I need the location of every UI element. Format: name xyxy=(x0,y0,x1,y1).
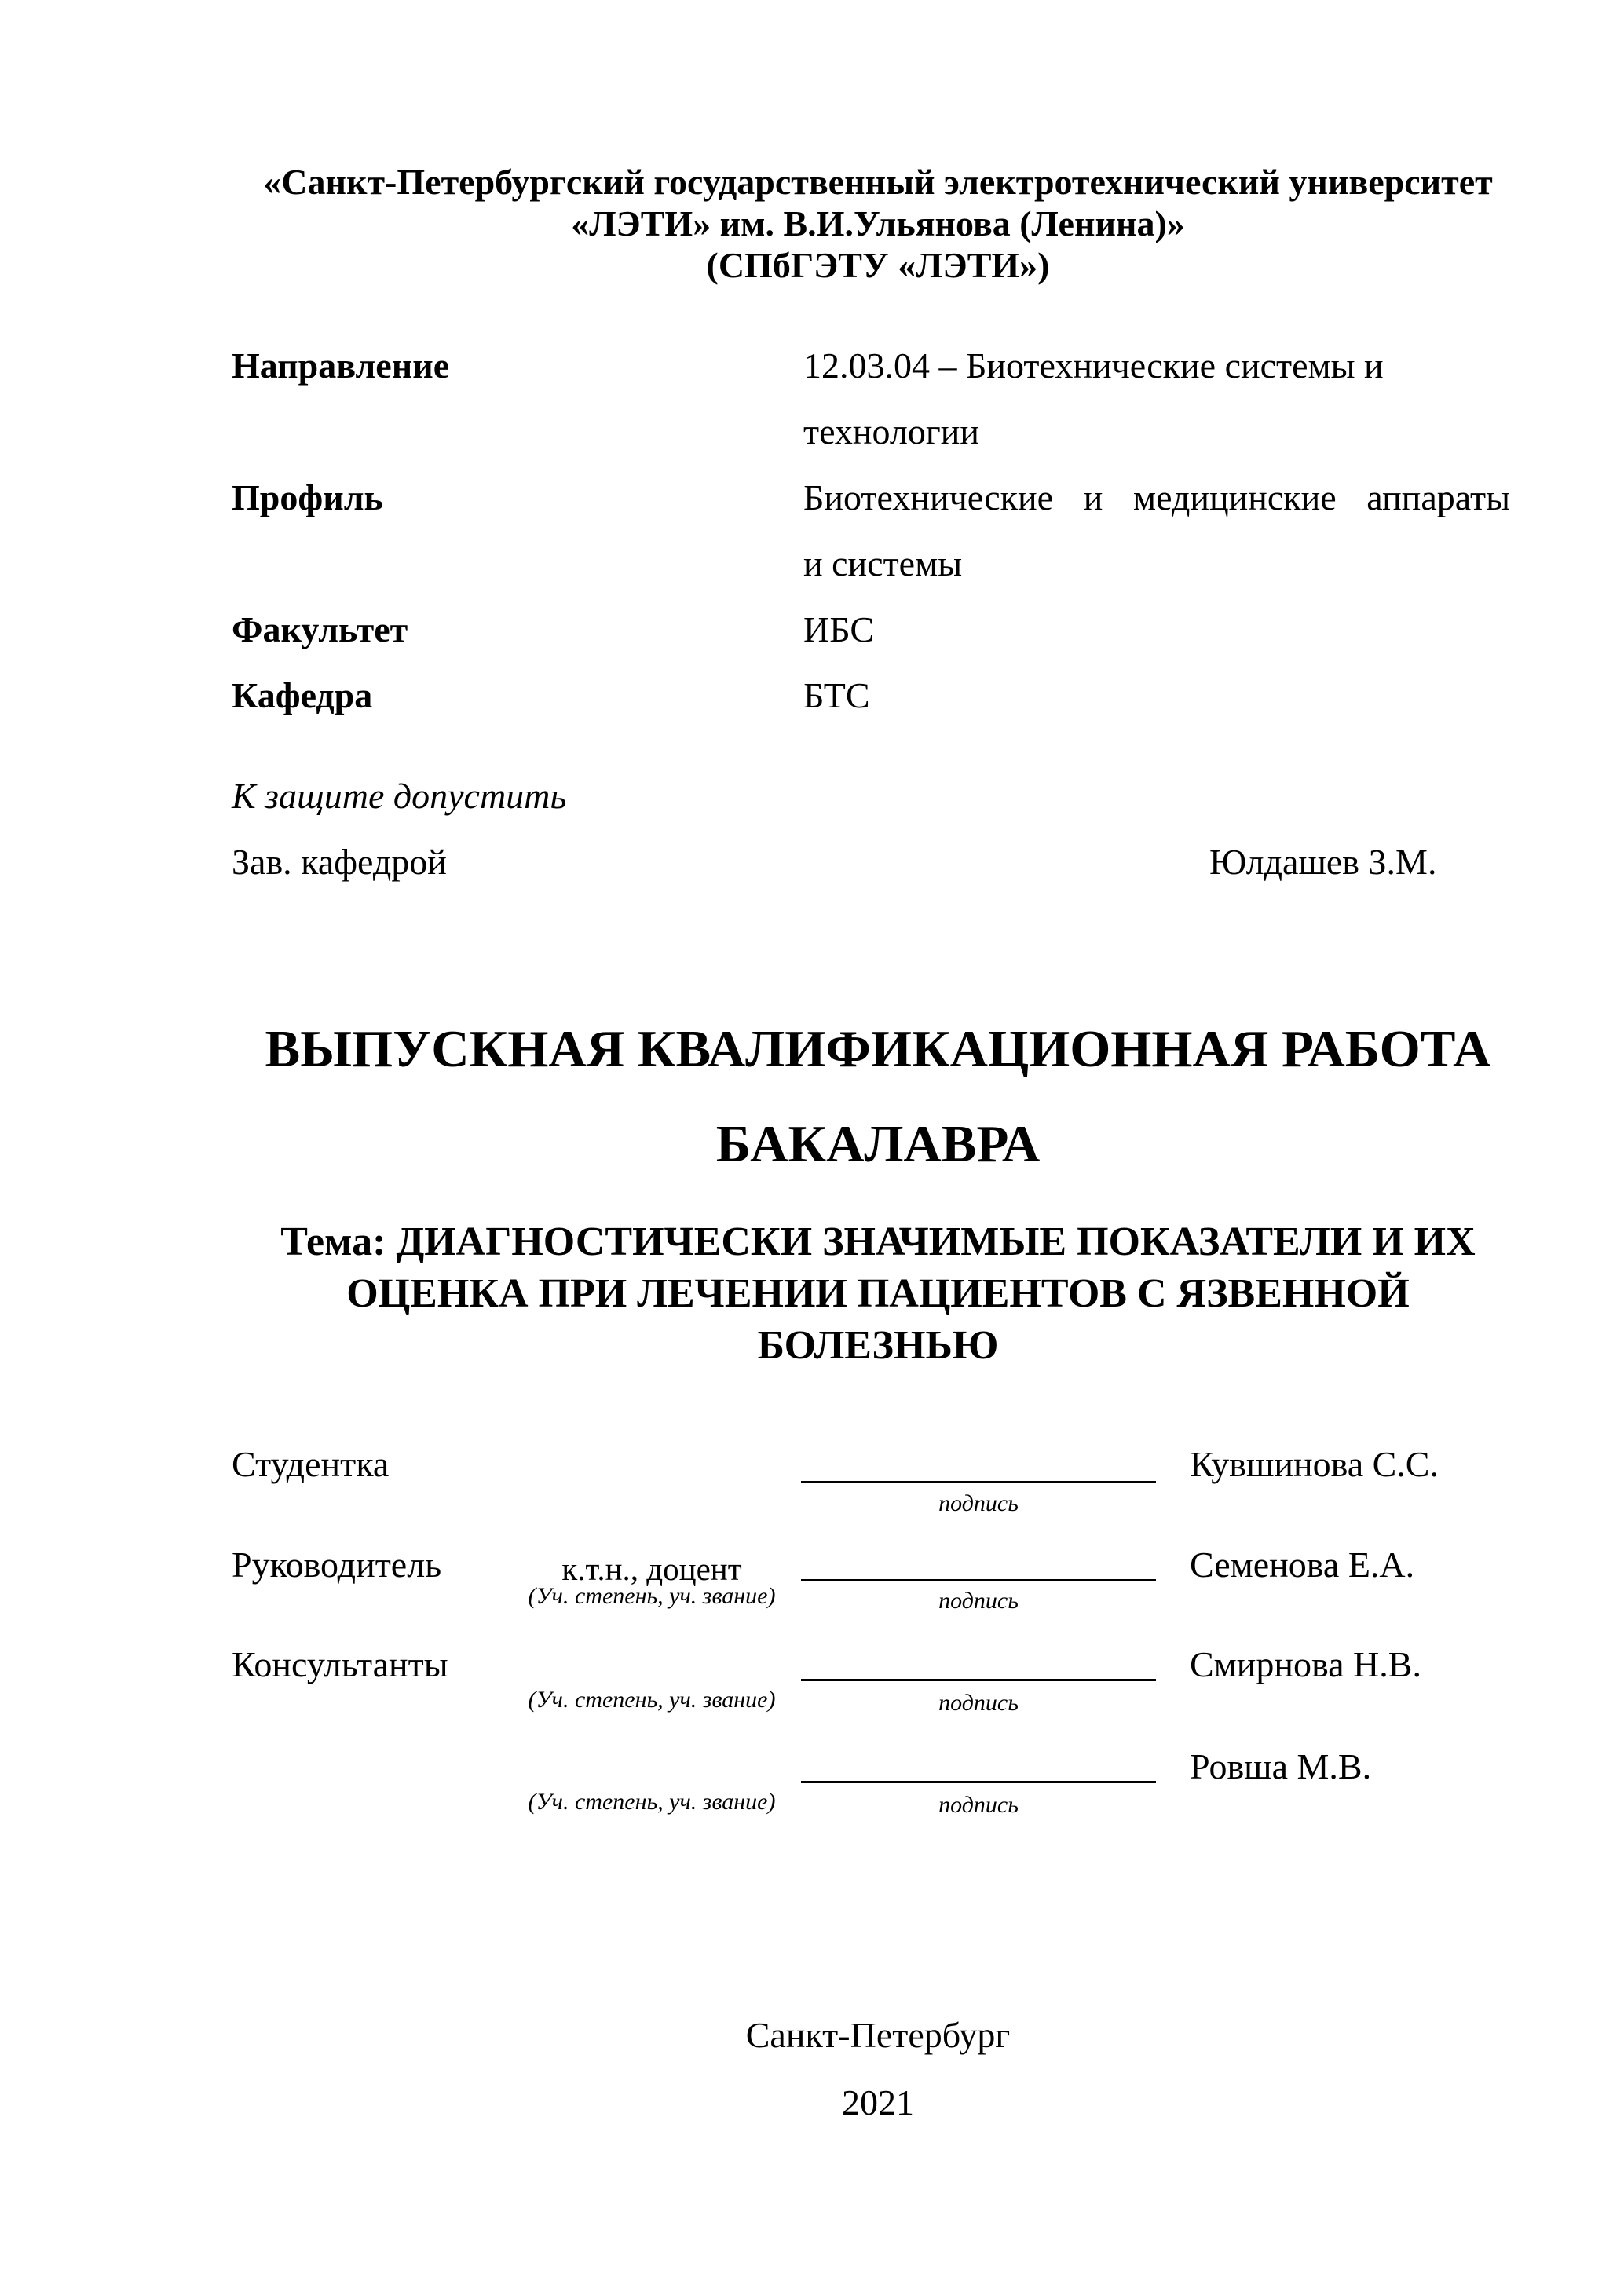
signature-line-consultant1 xyxy=(801,1679,1156,1681)
university-name-line2: «ЛЭТИ» им. В.И.Ульянова (Ленина)» xyxy=(571,203,1185,243)
faculty-label: Факультет xyxy=(232,609,408,649)
theme-line2: ОЦЕНКА ПРИ ЛЕЧЕНИИ ПАЦИЕНТОВ С ЯЗВЕННОЙ БОЛЕЗНЬЮ xyxy=(346,1271,1410,1368)
supervisor-degree-hint: (Уч. степень, уч. звание) xyxy=(528,1583,776,1609)
faculty-value: ИБС xyxy=(803,609,875,649)
theme-title xyxy=(232,1216,1524,1372)
university-header xyxy=(232,161,1524,286)
admission-block xyxy=(232,763,1524,895)
department-head-label: Зав. кафедрой xyxy=(232,842,447,882)
signature-hint-supervisor: подпись xyxy=(938,1588,1019,1614)
direction-row xyxy=(232,333,1524,465)
faculty-row xyxy=(232,597,1524,663)
signature-line-student xyxy=(801,1481,1156,1483)
signature-line-supervisor xyxy=(801,1579,1156,1581)
direction-value xyxy=(803,333,1510,465)
profile-row xyxy=(232,465,1524,597)
consultant2-degree-hint: (Уч. степень, уч. звание) xyxy=(528,1789,776,1815)
signature-role-consultants: Консультанты xyxy=(232,1644,448,1684)
department-value: БТС xyxy=(803,675,870,715)
direction-value-line1: 12.03.04 – Биотехнические системы и xyxy=(803,345,1384,386)
direction-label: Направление xyxy=(232,345,450,386)
theme-line1: Тема: ДИАГНОСТИЧЕСКИ ЗНАЧИМЫЕ ПОКАЗАТЕЛИ И ИХ xyxy=(280,1219,1476,1264)
profile-value-line1: Биотехнические и медицинские аппараты xyxy=(803,477,1510,517)
direction-value-line2: технологии xyxy=(803,411,979,452)
signature-hint-consultant2: подпись xyxy=(938,1792,1019,1818)
program-info-table xyxy=(232,333,1524,729)
signature-hint-consultant1: подпись xyxy=(938,1690,1019,1716)
department-head-row xyxy=(232,829,1524,895)
admission-approve-line: К защите допустить xyxy=(232,776,567,816)
signature-role-supervisor: Руководитель xyxy=(232,1545,442,1585)
work-title xyxy=(232,1002,1524,1192)
signature-name-supervisor: Семенова Е.А. xyxy=(1190,1545,1415,1585)
signature-role-student: Студентка xyxy=(232,1444,390,1484)
work-title-line1: ВЫПУСКНАЯ КВАЛИФИКАЦИОННАЯ РАБОТА xyxy=(265,1020,1491,1078)
work-title-line2: БАКАЛАВРА xyxy=(715,1115,1041,1173)
signature-name-consultant1: Смирнова Н.В. xyxy=(1190,1644,1421,1684)
department-label: Кафедра xyxy=(232,675,373,715)
footer-city: Санкт-Петербург xyxy=(745,2015,1011,2055)
signature-line-consultant2 xyxy=(801,1781,1156,1783)
department-row xyxy=(232,663,1524,729)
signature-hint-student: подпись xyxy=(938,1490,1019,1516)
profile-label: Профиль xyxy=(232,477,383,517)
department-head-name: Юлдашев З.М. xyxy=(1209,842,1437,882)
consultant1-degree-hint: (Уч. степень, уч. звание) xyxy=(528,1687,776,1713)
profile-value xyxy=(803,465,1510,597)
signature-name-consultant2: Ровша М.В. xyxy=(1190,1746,1372,1786)
university-name-line1: «Санкт-Петербургский государственный электротехнический университет xyxy=(263,162,1493,202)
university-abbreviation: (СПбГЭТУ «ЛЭТИ») xyxy=(706,245,1050,285)
signature-name-student: Кувшинова С.С. xyxy=(1190,1444,1439,1484)
footer-year: 2021 xyxy=(842,2082,914,2122)
profile-value-line2: и системы xyxy=(803,543,963,583)
supervisor-degree: к.т.н., доцент xyxy=(561,1551,742,1587)
